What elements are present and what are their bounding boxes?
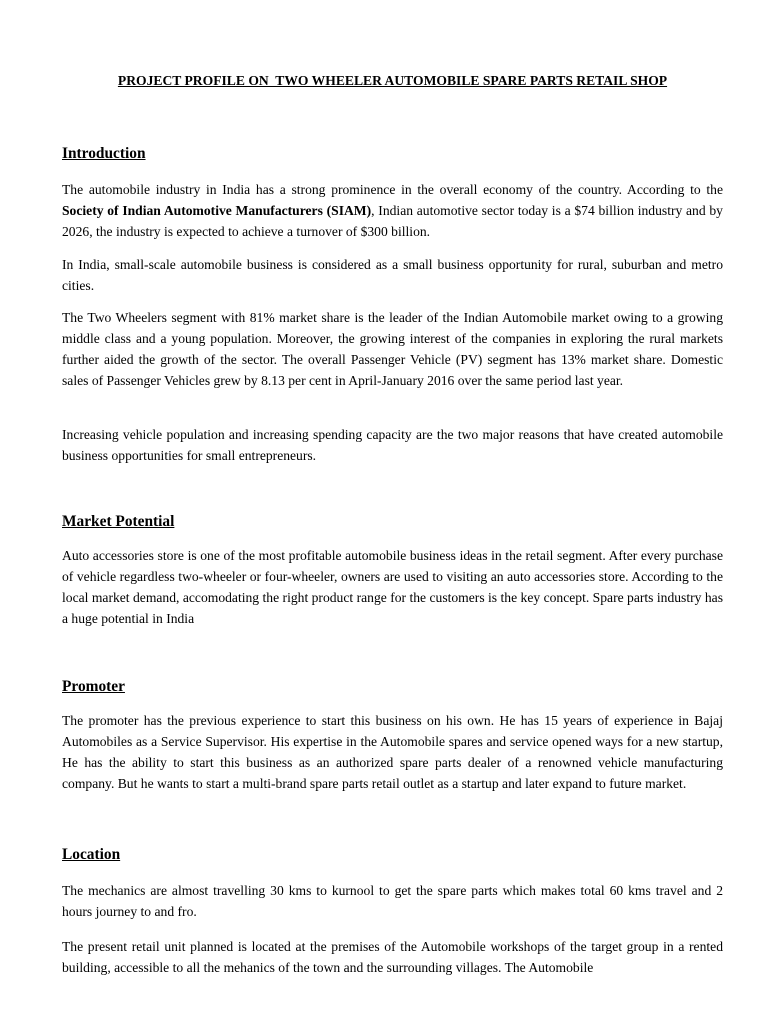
promoter-paragraph: The promoter has the previous experience to start this business on his own. He has 15 years of experience in Bajaj Automobiles as a Service Supervisor. His expertise in the Automobile spares and service opened ways for a new startup, He has the ability to start this business as an authorized spare parts dealer of a renowned vehicle manufacturing company. But he wants to start a multi-brand spare parts retail outlet as a startup and later expand to future market. — [62, 713, 723, 791]
introduction-p1-text-end: , Indian automotive sector today is a $74 billion industry and by 2026, the industry is expected to achieve a turnover of $300 billion. — [62, 203, 723, 239]
location-heading: Location — [62, 846, 121, 863]
market-potential-paragraph: Auto accessories store is one of the most profitable automobile business ideas in the retail segment. After every purchase of vehicle regardless two-wheeler or four-wheeler, owners are used to visiting an auto accessories store. According to the local market demand, accomodating the right product range for the customers is the key concept. Spare parts industry has a huge potential in India — [62, 548, 723, 626]
location-paragraph-2: The present retail unit planned is located at the premises of the Automobile workshops of the target group in a rented building, accessible to all the mehanics of the town and the surrounding villages. The Automobile — [62, 939, 723, 975]
location-paragraph-1: The mechanics are almost travelling 30 kms to kurnool to get the spare parts which makes total 60 kms travel and 2 hours journey to and fro. — [62, 883, 723, 919]
introduction-heading: Introduction — [62, 145, 146, 162]
document-title: PROJECT PROFILE ON TWO WHEELER AUTOMOBILE SPARE PARTS RETAIL SHOP — [117, 73, 668, 88]
promoter-heading: Promoter — [62, 678, 125, 695]
introduction-paragraph-2: In India, small-scale automobile business is considered as a small business opportunity for rural, suburban and metro cities. — [62, 257, 723, 293]
introduction-p1-text-start: The automobile industry in India has a strong prominence in the overall economy of the country. According to the — [62, 182, 723, 197]
introduction-paragraph-1 — [62, 179, 723, 242]
introduction-paragraph-4: Increasing vehicle population and increasing spending capacity are the two major reasons that have created automobile business opportunities for small entrepreneurs. — [62, 427, 723, 463]
siam-name: Society of Indian Automotive Manufacturers (SIAM) — [62, 203, 372, 218]
introduction-paragraph-3: The Two Wheelers segment with 81% market share is the leader of the Indian Automobile market owing to a growing middle class and a young population. Moreover, the growing interest of the companies in exploring the rural markets further aided the growth of the sector. The overall Passenger Vehicle (PV) segment has 13% market share. Domestic sales of Passenger Vehicles grew by 8.13 per cent in April-January 2016 over the same period last year. — [62, 310, 723, 388]
market-potential-heading: Market Potential — [62, 513, 175, 530]
